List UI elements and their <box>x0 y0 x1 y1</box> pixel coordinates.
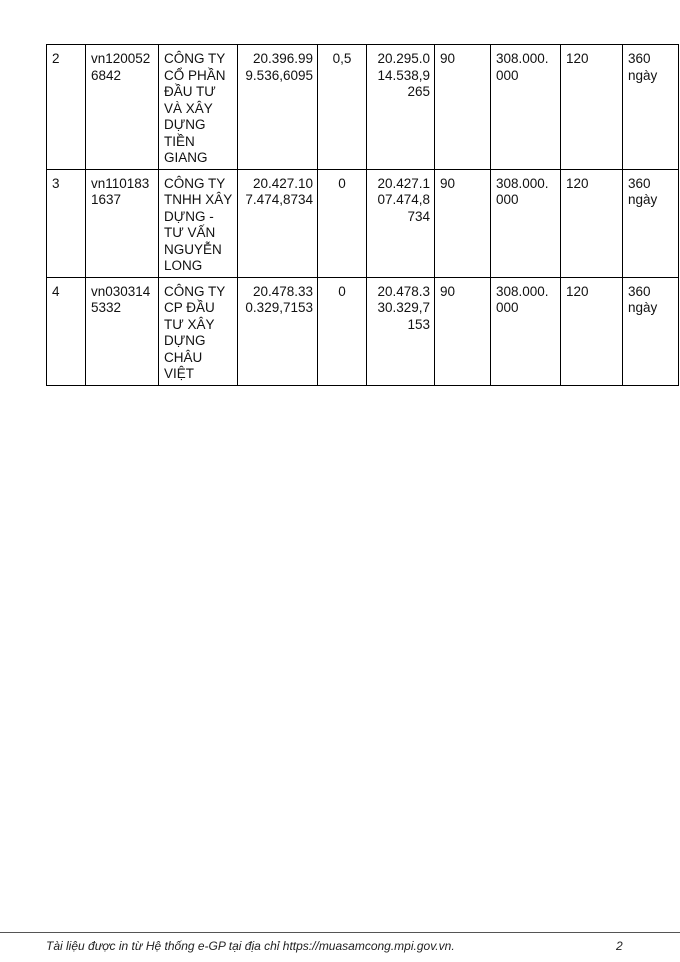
validity-days: 90 <box>435 169 491 277</box>
page-number: 2 <box>616 939 623 953</box>
contract-term: 360 ngày <box>623 169 679 277</box>
validity-days: 90 <box>435 45 491 170</box>
tax-code: vn1101831637 <box>86 169 159 277</box>
table-row <box>47 169 679 277</box>
discount-rate: 0,5 <box>318 45 367 170</box>
bid-results-table <box>46 44 679 386</box>
company-name: CÔNG TY CỔ PHẦN ĐẦU TƯ VÀ XÂY DỰNG TIỀN GIANG <box>159 45 238 170</box>
footer-divider <box>0 932 680 933</box>
final-price: 20.427.107.474,8734 <box>367 169 435 277</box>
tax-code: vn1200526842 <box>86 45 159 170</box>
contract-term: 360 ngày <box>623 277 679 385</box>
row-number: 4 <box>47 277 86 385</box>
tax-code: vn0303145332 <box>86 277 159 385</box>
bid-guarantee-amount: 308.000.000 <box>491 169 561 277</box>
bid-guarantee-amount: 308.000.000 <box>491 277 561 385</box>
bid-price: 20.427.107.474,8734 <box>238 169 318 277</box>
bid-guarantee-amount: 308.000.000 <box>491 45 561 170</box>
bid-price: 20.478.330.329,7153 <box>238 277 318 385</box>
company-name: CÔNG TY CP ĐẦU TƯ XÂY DỰNG CHÂU VIỆT <box>159 277 238 385</box>
table-row <box>47 277 679 385</box>
guarantee-validity-days: 120 <box>561 277 623 385</box>
validity-days: 90 <box>435 277 491 385</box>
row-number: 3 <box>47 169 86 277</box>
discount-rate: 0 <box>318 277 367 385</box>
bid-price: 20.396.999.536,6095 <box>238 45 318 170</box>
guarantee-validity-days: 120 <box>561 45 623 170</box>
footer-source-note: Tài liệu được in từ Hệ thống e-GP tại địa chỉ https://muasamcong.mpi.gov.vn. <box>46 939 455 953</box>
table-row <box>47 45 679 170</box>
contract-term: 360 ngày <box>623 45 679 170</box>
guarantee-validity-days: 120 <box>561 169 623 277</box>
company-name: CÔNG TY TNHH XÂY DỰNG - TƯ VẤN NGUYỄN LONG <box>159 169 238 277</box>
final-price: 20.478.330.329,7153 <box>367 277 435 385</box>
row-number: 2 <box>47 45 86 170</box>
discount-rate: 0 <box>318 169 367 277</box>
final-price: 20.295.014.538,9265 <box>367 45 435 170</box>
